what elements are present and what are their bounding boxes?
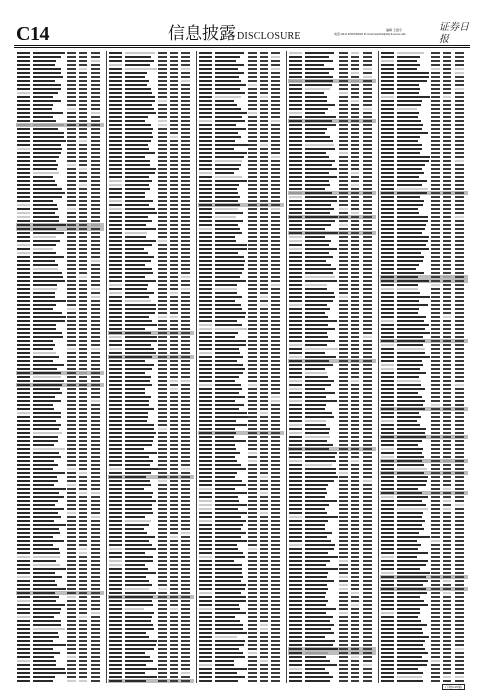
- section-title: [168, 24, 301, 47]
- contact-line: 电话:010-63070000 E-mail:zqrb9@zqrb.sina.net: [334, 32, 406, 36]
- table-column-2: [108, 51, 194, 683]
- table-column-4: [288, 51, 376, 683]
- table-row: [380, 679, 468, 683]
- header-meta: [334, 28, 454, 36]
- column-divider: [106, 51, 107, 683]
- table-row: [16, 679, 104, 683]
- column-divider: [286, 51, 287, 683]
- column-divider: [196, 51, 197, 683]
- header-rule: [14, 45, 470, 46]
- section-title-cn: 信息披露: [168, 24, 236, 44]
- editor-line: 编辑 王振宇: [386, 28, 402, 32]
- header-rule-thin: [14, 47, 470, 48]
- disclosure-tables: [16, 51, 468, 683]
- table-row: [288, 679, 376, 683]
- column-divider: [378, 51, 379, 683]
- page-header: [14, 24, 470, 44]
- table-row: [198, 679, 284, 683]
- continuation-note: (下转C15版): [442, 684, 465, 690]
- table-column-5: [380, 51, 468, 683]
- masthead-logo: 证券日报: [439, 22, 469, 45]
- page-number: C14: [16, 23, 49, 45]
- table-row: [108, 679, 194, 683]
- table-column-1: [16, 51, 104, 683]
- table-column-3: [198, 51, 284, 683]
- section-title-en: DISCLOSURE: [237, 31, 301, 42]
